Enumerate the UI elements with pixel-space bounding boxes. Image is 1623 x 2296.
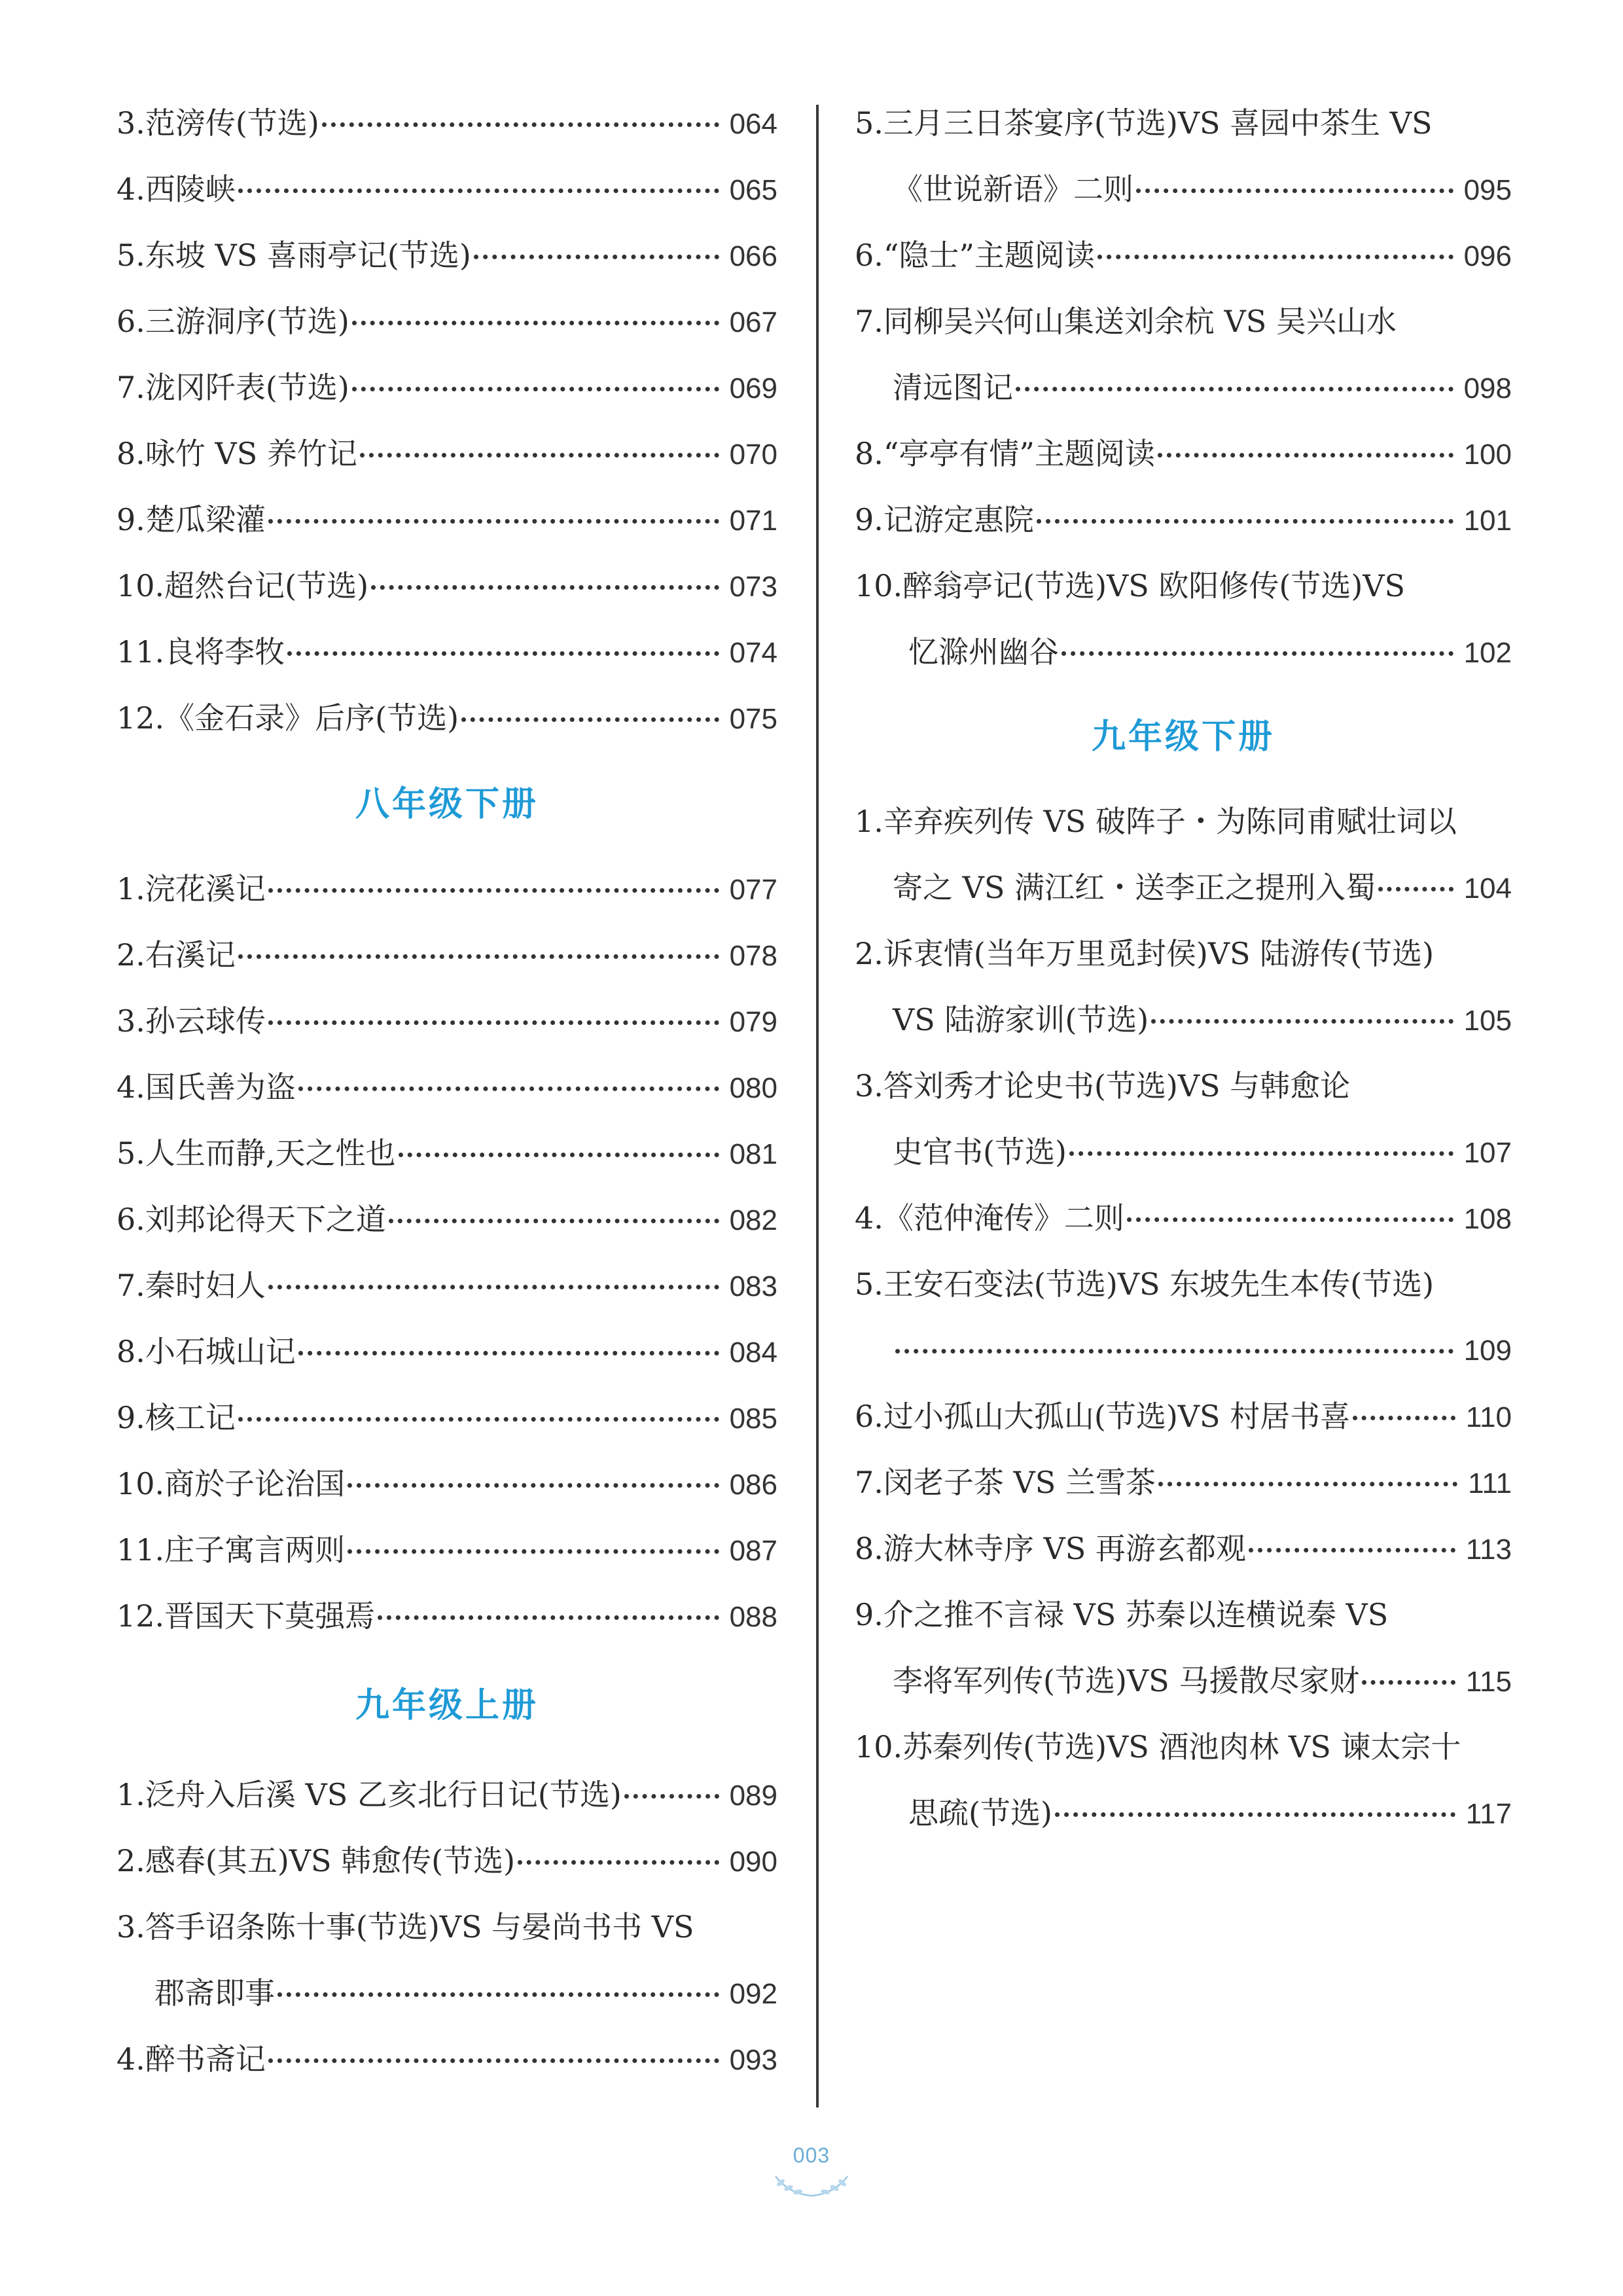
- toc-entry[interactable]: [116, 1385, 777, 1451]
- entry-number: 11.: [116, 634, 165, 670]
- dot-leader: [268, 1020, 719, 1025]
- entry-title-line2: 忆滁州幽谷: [908, 634, 1059, 670]
- entry-title: 《范仲淹传》二则: [883, 1200, 1124, 1236]
- toc-entry[interactable]: [116, 487, 777, 553]
- entry-number: 8.: [855, 1531, 883, 1566]
- page-ref: 071: [729, 505, 777, 537]
- entry-number: 12.: [116, 700, 165, 736]
- entry-number: 7.: [855, 1465, 883, 1500]
- entry-number: 4.: [116, 1069, 145, 1105]
- page-ref: 111: [1468, 1467, 1512, 1499]
- page-ref: 100: [1463, 439, 1512, 471]
- entry-title-line1: 醉翁亭记(节选)VS 欧阳修传(节选)VS: [902, 568, 1406, 603]
- dot-leader: [1378, 887, 1454, 891]
- entry-title: 小石城山记: [145, 1334, 296, 1369]
- dot-leader: [360, 453, 719, 457]
- dot-leader: [624, 1794, 719, 1799]
- page-ref: 102: [1463, 637, 1512, 669]
- page-ref: 104: [1463, 872, 1512, 905]
- entry-title-line2: VS 陆游家训(节选): [893, 1002, 1149, 1037]
- toc-entry[interactable]: [116, 1253, 777, 1319]
- page-ref: 109: [1463, 1335, 1512, 1367]
- dot-leader: [268, 519, 719, 524]
- toc-entry[interactable]: [116, 289, 777, 355]
- column-divider: [816, 105, 819, 2108]
- section-heading-grade8-vol2: 八年级下册: [355, 785, 539, 824]
- entry-number: 8.: [116, 436, 145, 471]
- toc-entry[interactable]: [116, 1121, 777, 1187]
- page-ref: 096: [1463, 240, 1512, 272]
- dot-leader: [895, 1349, 1454, 1354]
- entry-number: 12.: [116, 1598, 165, 1634]
- dot-leader: [518, 1860, 719, 1865]
- toc-entry[interactable]: [116, 156, 777, 223]
- page-ref: 075: [729, 703, 777, 735]
- entry-title: 记游定惠院: [883, 502, 1034, 537]
- page-ref: 085: [729, 1403, 777, 1435]
- entry-number: 2.: [855, 936, 883, 971]
- toc-entry[interactable]: [116, 421, 777, 487]
- section-heading-grade9-vol2: 九年级下册: [1091, 717, 1275, 757]
- toc-entry[interactable]: [116, 1054, 777, 1121]
- page-ref: 093: [729, 2044, 777, 2076]
- page-ref: 082: [729, 1204, 777, 1236]
- entry-number: 5.: [855, 105, 883, 141]
- toc-group-9a-start: [116, 1762, 777, 2092]
- entry-title: 感春(其五)VS 韩愈传(节选): [145, 1843, 516, 1878]
- dot-leader: [1097, 255, 1454, 259]
- entry-title: 泛舟入后溪 VS 乙亥北行日记(节选): [145, 1777, 622, 1812]
- dot-leader: [268, 1285, 719, 1289]
- entry-number: 3.: [116, 1003, 145, 1039]
- entry-number: 6.: [855, 238, 883, 273]
- entry-title: 闵老子茶 VS 兰雪茶: [883, 1465, 1156, 1500]
- page-ref: 105: [1463, 1005, 1512, 1037]
- page-ref: 080: [729, 1072, 777, 1104]
- toc-entry[interactable]: [116, 1762, 777, 1828]
- entry-number: 4.: [116, 2041, 145, 2077]
- dot-leader: [268, 2058, 719, 2063]
- entry-title-line2: 《世说新语》二则: [893, 171, 1133, 207]
- page-ref: 069: [729, 372, 777, 404]
- entry-title: 过小孤山大孤山(节选)VS 村居书喜: [883, 1399, 1351, 1434]
- entry-number: 6.: [116, 1202, 145, 1237]
- toc-entry[interactable]: [116, 1517, 777, 1583]
- entry-title: “亭亭有情”主题阅读: [883, 436, 1155, 471]
- entry-number: 10.: [116, 568, 165, 603]
- toc-entry[interactable]: [855, 223, 1512, 289]
- dot-leader: [348, 1549, 719, 1554]
- dot-leader: [238, 1417, 719, 1422]
- entry-number: 9.: [116, 1400, 145, 1435]
- page-ref: 101: [1463, 505, 1512, 537]
- dot-leader: [277, 1992, 719, 1997]
- entry-number: 3.: [855, 1068, 883, 1103]
- dot-leader: [298, 1086, 719, 1091]
- page-footer: [746, 2144, 877, 2202]
- toc-entry[interactable]: [116, 619, 777, 685]
- page-ref: 087: [729, 1535, 777, 1567]
- entry-number: 8.: [116, 1334, 145, 1369]
- page-ref: 090: [729, 1846, 777, 1878]
- entry-number: 2.: [116, 1843, 145, 1878]
- page-ref: 117: [1465, 1798, 1512, 1830]
- page-ref: 092: [729, 1978, 777, 2010]
- dot-leader: [1037, 519, 1454, 524]
- dot-leader: [1069, 1151, 1454, 1156]
- entry-number: 9.: [855, 502, 883, 537]
- entry-number: 5.: [116, 238, 145, 273]
- toc-right-column: [855, 90, 1512, 1846]
- dot-leader: [1151, 1019, 1453, 1024]
- entry-title: 范滂传(节选): [145, 105, 319, 141]
- entry-title-line1: 同柳吴兴何山集送刘余杭 VS 吴兴山水: [883, 304, 1397, 339]
- dot-leader: [1127, 1217, 1454, 1222]
- entry-title: 晋国天下莫强焉: [164, 1598, 376, 1634]
- entry-number: 6.: [116, 304, 145, 339]
- entry-number: 7.: [116, 1268, 145, 1303]
- entry-title: 右溪记: [145, 937, 236, 973]
- toc-entry[interactable]: [116, 1319, 777, 1385]
- entry-number: 4.: [116, 171, 145, 207]
- page-ref: 083: [729, 1270, 777, 1302]
- toc-entry[interactable]: [855, 1582, 1512, 1714]
- entry-title: 良将李牧: [164, 634, 285, 670]
- dot-leader: [348, 1483, 719, 1488]
- page-ref: 113: [1465, 1534, 1512, 1566]
- toc-entry[interactable]: [855, 487, 1512, 553]
- dot-leader: [378, 1615, 719, 1620]
- entry-number: 1.: [116, 1777, 145, 1812]
- toc-entry[interactable]: [855, 289, 1512, 421]
- toc-entry[interactable]: [116, 1828, 777, 1894]
- entry-title-line1: 苏秦列传(节选)VS 酒池肉林 VS 谏太宗十: [902, 1729, 1461, 1765]
- entry-number: 11.: [116, 1532, 165, 1568]
- page-ref: 108: [1463, 1203, 1512, 1235]
- entry-title: 人生而静,天之性也: [145, 1136, 396, 1171]
- dot-leader: [1249, 1548, 1455, 1552]
- dot-leader: [1136, 188, 1454, 193]
- entry-title: “隐士”主题阅读: [883, 238, 1095, 273]
- toc-entry[interactable]: [116, 355, 777, 421]
- entry-number: 3.: [116, 105, 145, 141]
- page-ref: 098: [1463, 372, 1512, 404]
- entry-title-line2: 寄之 VS 满江红・送李正之提刑入蜀: [893, 870, 1376, 905]
- toc-entry[interactable]: [855, 1053, 1512, 1185]
- entry-title-line1: 三月三日茶宴序(节选)VS 喜园中茶生 VS: [883, 105, 1433, 141]
- laurel-ornament-icon: [769, 2170, 854, 2198]
- dot-leader: [461, 717, 719, 722]
- toc-entry[interactable]: [855, 789, 1512, 921]
- dot-leader: [399, 1153, 719, 1157]
- entry-title: 东坡 VS 喜雨亭记(节选): [145, 238, 471, 273]
- entry-title-line1: 诉衷情(当年万里觅封侯)VS 陆游传(节选): [883, 936, 1435, 971]
- dot-leader: [322, 122, 719, 127]
- entry-number: 5.: [855, 1266, 883, 1302]
- toc-entry[interactable]: [116, 2026, 777, 2092]
- dot-leader: [1362, 1680, 1455, 1685]
- toc-entry[interactable]: [855, 1714, 1512, 1846]
- entry-number: 10.: [116, 1466, 165, 1501]
- dot-leader: [1158, 453, 1454, 457]
- dot-leader: [1055, 1812, 1455, 1817]
- entry-number: 1.: [855, 804, 883, 839]
- entry-title: 庄子寓言两则: [164, 1532, 346, 1568]
- toc-group-9a-end: [855, 90, 1512, 685]
- page-ref: 078: [729, 940, 777, 972]
- toc-entry[interactable]: [116, 1451, 777, 1517]
- page-ref: 086: [729, 1469, 777, 1501]
- page-ref: 115: [1465, 1666, 1512, 1698]
- toc-entry[interactable]: [116, 90, 777, 156]
- page-number: 003: [793, 2144, 830, 2167]
- toc-entry[interactable]: [855, 1185, 1512, 1251]
- entry-title: 醉书斋记: [145, 2041, 266, 2077]
- entry-number: 1.: [116, 871, 145, 906]
- entry-title-line2: 清远图记: [893, 370, 1013, 405]
- entry-title-line2: 郡斋即事: [154, 1975, 275, 2011]
- dot-leader: [1353, 1416, 1455, 1420]
- dot-leader: [238, 954, 719, 959]
- entry-title-line2: 李将军列传(节选)VS 马援散尽家财: [893, 1663, 1360, 1698]
- toc-entry[interactable]: [116, 685, 777, 751]
- dot-leader: [1016, 387, 1454, 391]
- toc-entry[interactable]: [855, 921, 1512, 1053]
- toc-entry[interactable]: [855, 1384, 1512, 1450]
- toc-entry[interactable]: [116, 1583, 777, 1649]
- page-ref: 065: [729, 174, 777, 206]
- entry-title: 超然台记(节选): [164, 568, 369, 603]
- page-ref: 073: [729, 571, 777, 603]
- entry-title: 《金石录》后序(节选): [164, 700, 459, 736]
- page-ref: 081: [729, 1138, 777, 1170]
- toc-entry[interactable]: [855, 1251, 1512, 1384]
- entry-number: 10.: [855, 568, 903, 603]
- toc-entry[interactable]: [116, 922, 777, 988]
- entry-title-line1: 介之推不言禄 VS 苏秦以连横说秦 VS: [883, 1597, 1389, 1632]
- toc-group-8b: [116, 856, 777, 1649]
- toc-left-column: [116, 90, 777, 2092]
- dot-leader: [352, 387, 719, 391]
- entry-title: 核工记: [145, 1400, 236, 1435]
- toc-entry[interactable]: [855, 1516, 1512, 1582]
- entry-title-line1: 答手诏条陈十事(节选)VS 与晏尚书书 VS: [145, 1909, 694, 1945]
- entry-title-line2: 史官书(节选): [893, 1134, 1067, 1170]
- page-ref: 079: [729, 1006, 777, 1038]
- page-ref: 107: [1463, 1137, 1512, 1169]
- toc-entry[interactable]: [855, 1450, 1512, 1516]
- dot-leader: [474, 255, 719, 259]
- dot-leader: [1158, 1482, 1457, 1486]
- toc-entry[interactable]: [855, 421, 1512, 487]
- toc-entry[interactable]: [855, 553, 1512, 685]
- toc-group-9b: [855, 789, 1512, 1846]
- dot-leader: [298, 1351, 719, 1355]
- entry-number: 8.: [855, 436, 883, 471]
- entry-number: 2.: [116, 937, 145, 973]
- entry-title-line1: 王安石变法(节选)VS 东坡先生本传(节选): [883, 1266, 1435, 1302]
- entry-number: 7.: [855, 304, 883, 339]
- dot-leader: [1061, 651, 1454, 656]
- toc-entry[interactable]: [116, 1187, 777, 1253]
- entry-number: 6.: [855, 1399, 883, 1434]
- entry-title: 三游洞序(节选): [145, 304, 349, 339]
- page-ref: 070: [729, 439, 777, 471]
- entry-title: 秦时妇人: [145, 1268, 266, 1303]
- page-ref: 067: [729, 306, 777, 338]
- page-ref: 110: [1465, 1401, 1512, 1433]
- toc-entry[interactable]: [116, 1894, 777, 2026]
- page-ref: 074: [729, 637, 777, 669]
- page-ref: 066: [729, 240, 777, 272]
- entry-number: 9.: [855, 1597, 883, 1632]
- entry-title: 楚瓜梁灌: [145, 502, 266, 537]
- page-ref: 064: [729, 108, 777, 140]
- dot-leader: [371, 585, 719, 590]
- entry-number: 10.: [855, 1729, 903, 1765]
- toc-entry[interactable]: [116, 988, 777, 1054]
- dot-leader: [287, 651, 719, 656]
- page-ref: 077: [729, 874, 777, 906]
- toc-group-8a-end: [116, 90, 777, 751]
- entry-title: 浣花溪记: [145, 871, 266, 906]
- toc-entry[interactable]: [116, 856, 777, 922]
- entry-title: 咏竹 VS 养竹记: [145, 436, 357, 471]
- entry-number: 3.: [116, 1909, 145, 1945]
- entry-title: 孙云球传: [145, 1003, 266, 1039]
- dot-leader: [238, 188, 719, 193]
- page-ref: 095: [1463, 174, 1512, 206]
- toc-entry[interactable]: [116, 223, 777, 289]
- entry-title: 泷冈阡表(节选): [145, 370, 349, 405]
- toc-entry[interactable]: [855, 90, 1512, 223]
- section-heading-grade9-vol1: 九年级上册: [355, 1686, 539, 1725]
- toc-entry[interactable]: [116, 553, 777, 619]
- entry-number: 5.: [116, 1136, 145, 1171]
- entry-number: 9.: [116, 502, 145, 537]
- dot-leader: [352, 321, 719, 325]
- entry-number: 7.: [116, 370, 145, 405]
- entry-title: 游大林寺序 VS 再游玄都观: [883, 1531, 1246, 1566]
- entry-title: 国氏善为盗: [145, 1069, 296, 1105]
- entry-title-line1: 答刘秀才论史书(节选)VS 与韩愈论: [883, 1068, 1351, 1103]
- entry-number: 4.: [855, 1200, 883, 1236]
- page-ref: 089: [729, 1780, 777, 1812]
- dot-leader: [268, 888, 719, 893]
- entry-title: 西陵峡: [145, 171, 236, 207]
- page-ref: 088: [729, 1601, 777, 1633]
- entry-title: 商於子论治国: [164, 1466, 346, 1501]
- entry-title-line2: 思疏(节选): [908, 1795, 1052, 1831]
- dot-leader: [389, 1219, 719, 1223]
- entry-title: 刘邦论得天下之道: [145, 1202, 386, 1237]
- page-ref: 084: [729, 1336, 777, 1369]
- entry-title-line1: 辛弃疾列传 VS 破阵子・为陈同甫赋壮词以: [883, 804, 1457, 839]
